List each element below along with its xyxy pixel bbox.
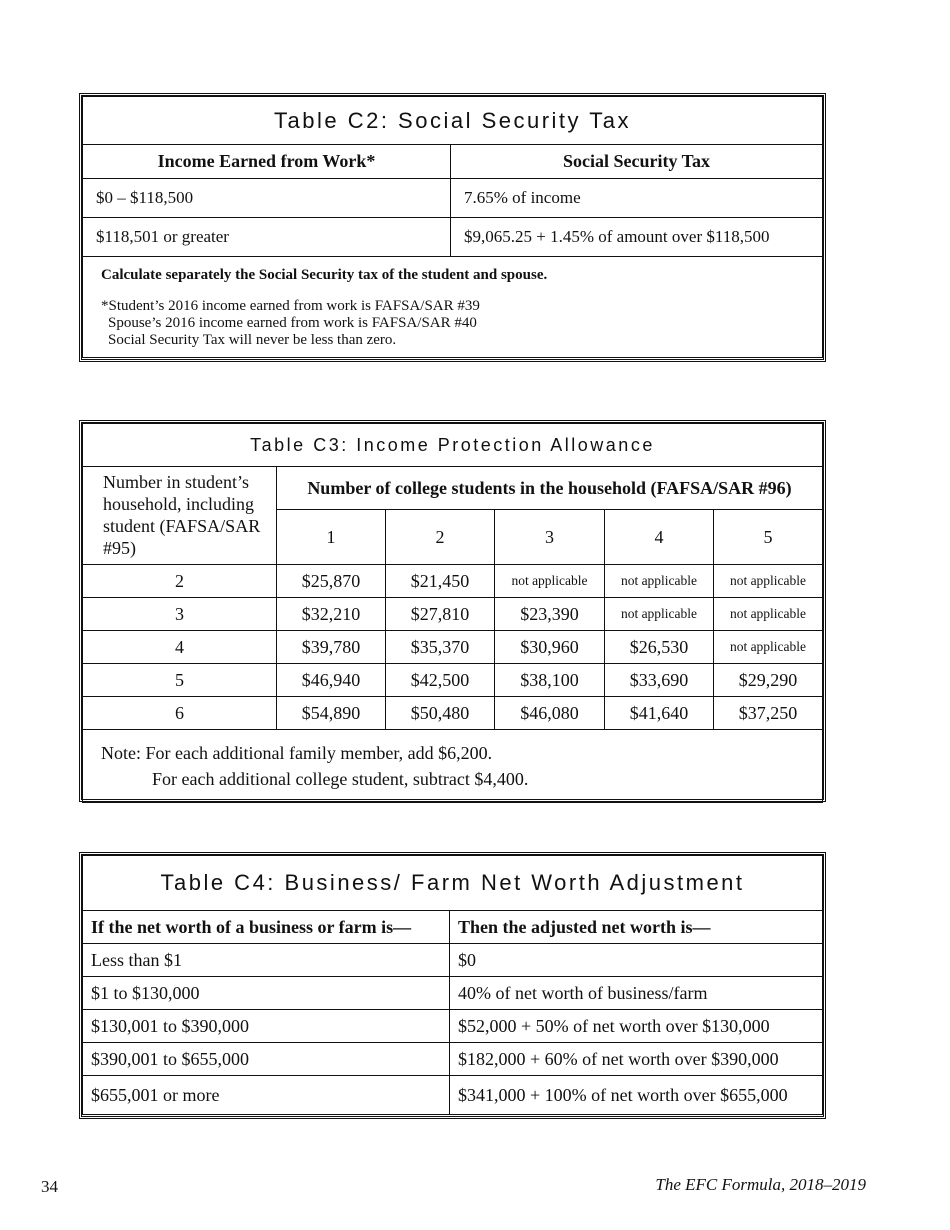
table-cell: $32,210 (277, 598, 386, 631)
table-row (83, 631, 823, 664)
table-row (83, 664, 823, 697)
table-cell: $25,870 (277, 565, 386, 598)
table-row (83, 977, 823, 1010)
column-header: Then the adjusted net worth is— (450, 911, 823, 944)
table-cell: Less than $1 (83, 944, 450, 977)
table-cell: $118,501 or greater (83, 218, 451, 257)
table-cell: $0 – $118,500 (83, 179, 451, 218)
table-cell: 7.65% of income (451, 179, 823, 218)
table-c4 (79, 852, 826, 1119)
table-c2 (79, 93, 826, 362)
column-header: 4 (605, 510, 714, 565)
table-cell: $42,500 (386, 664, 495, 697)
table-row (83, 179, 823, 218)
table-c3 (79, 420, 826, 802)
row-header: Number in student’s household, including student (FAFSA/SAR #95) (83, 467, 277, 565)
column-header: Social Security Tax (451, 145, 823, 179)
note-line: *Student’s 2016 income earned from work is FAFSA/SAR #39 (101, 298, 480, 314)
column-group-header: Number of college students in the household (FAFSA/SAR #96) (277, 467, 823, 510)
table-cell: $54,890 (277, 697, 386, 730)
table-cell: not applicable (714, 598, 823, 631)
table-cell: 5 (83, 664, 277, 697)
table-cell: $26,530 (605, 631, 714, 664)
table-cell: 40% of net worth of business/farm (450, 977, 823, 1010)
table-cell: $35,370 (386, 631, 495, 664)
table-cell: $46,080 (495, 697, 605, 730)
note-line: For each additional college student, subtract $4,400. (152, 769, 529, 789)
table-cell: $33,690 (605, 664, 714, 697)
table-cell: $1 to $130,000 (83, 977, 450, 1010)
table-cell: 2 (83, 565, 277, 598)
table-cell: $27,810 (386, 598, 495, 631)
table-row (83, 697, 823, 730)
table-row (83, 944, 823, 977)
table-cell: not applicable (495, 565, 605, 598)
table-row (83, 1010, 823, 1043)
table-cell: $21,450 (386, 565, 495, 598)
table-cell: $29,290 (714, 664, 823, 697)
table-cell: $39,780 (277, 631, 386, 664)
table-cell: $41,640 (605, 697, 714, 730)
document-title: The EFC Formula, 2018–2019 (655, 1175, 866, 1194)
table-cell: $52,000 + 50% of net worth over $130,000 (450, 1010, 823, 1043)
table-cell: 6 (83, 697, 277, 730)
table-row (83, 1076, 823, 1115)
table-c2-title: Table C2: Social Security Tax (83, 97, 823, 145)
table-c3-title: Table C3: Income Protection Allowance (83, 424, 823, 467)
table-cell: not applicable (605, 565, 714, 598)
table-cell: $182,000 + 60% of net worth over $390,000 (450, 1043, 823, 1076)
column-header: If the net worth of a business or farm is— (83, 911, 450, 944)
table-cell: 4 (83, 631, 277, 664)
table-cell: not applicable (714, 631, 823, 664)
table-row (83, 565, 823, 598)
table-cell: $38,100 (495, 664, 605, 697)
table-cell: $37,250 (714, 697, 823, 730)
table-cell: $341,000 + 100% of net worth over $655,000 (450, 1076, 823, 1115)
table-cell: $46,940 (277, 664, 386, 697)
table-row (83, 1043, 823, 1076)
table-cell: not applicable (605, 598, 714, 631)
table-cell: $9,065.25 + 1.45% of amount over $118,500 (451, 218, 823, 257)
column-header: 5 (714, 510, 823, 565)
table-cell: $30,960 (495, 631, 605, 664)
column-header: 2 (386, 510, 495, 565)
table-cell: $130,001 to $390,000 (83, 1010, 450, 1043)
table-c4-title: Table C4: Business/ Farm Net Worth Adjustment (83, 856, 823, 911)
column-header: Income Earned from Work* (83, 145, 451, 179)
note-bold: Calculate separately the Social Security tax of the student and spouse. (101, 267, 548, 283)
table-c2-notes (83, 257, 823, 358)
column-header: 1 (277, 510, 386, 565)
table-cell: $655,001 or more (83, 1076, 450, 1115)
table-cell: $23,390 (495, 598, 605, 631)
note-line: Note: For each additional family member, add $6,200. (101, 743, 493, 763)
note-line: Social Security Tax will never be less than zero. (108, 332, 397, 348)
table-cell: not applicable (714, 565, 823, 598)
column-header: 3 (495, 510, 605, 565)
table-c3-note (83, 730, 823, 803)
table-cell: 3 (83, 598, 277, 631)
table-cell: $50,480 (386, 697, 495, 730)
table-cell: $0 (450, 944, 823, 977)
note-line: Spouse’s 2016 income earned from work is FAFSA/SAR #40 (108, 315, 477, 331)
table-row (83, 218, 823, 257)
page-number: 34 (41, 1177, 58, 1196)
table-row (83, 598, 823, 631)
table-cell: $390,001 to $655,000 (83, 1043, 450, 1076)
